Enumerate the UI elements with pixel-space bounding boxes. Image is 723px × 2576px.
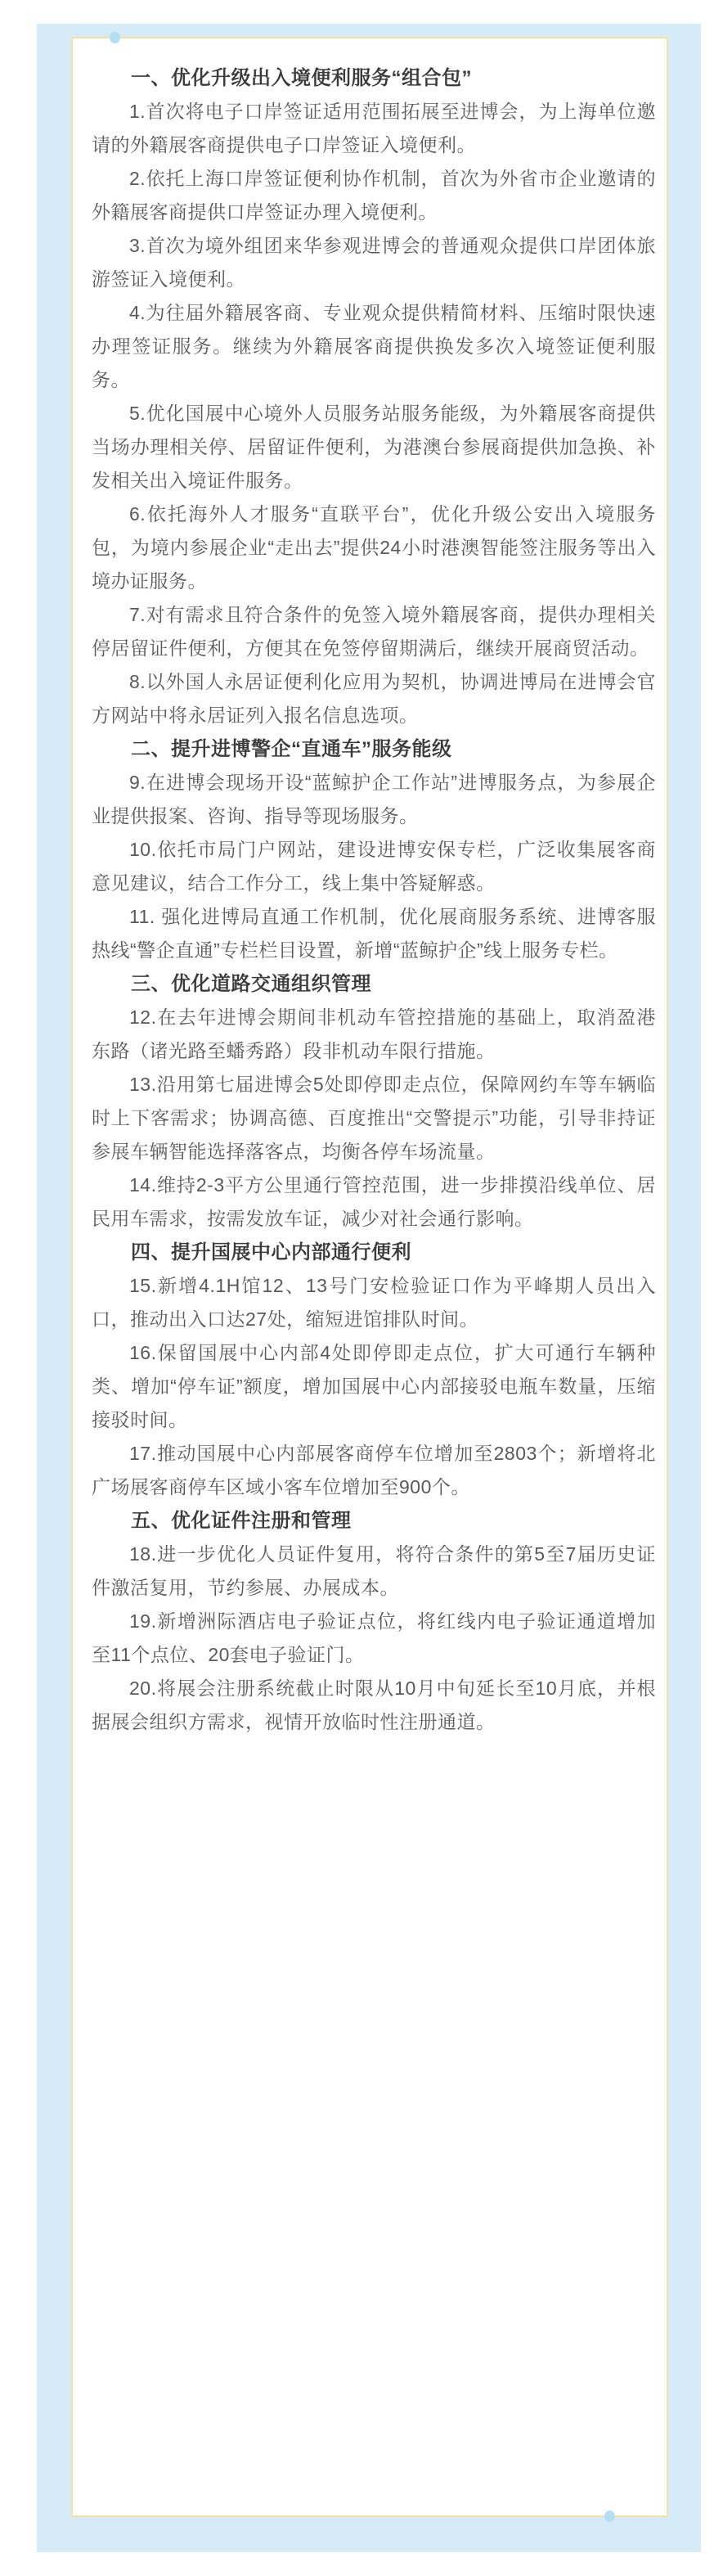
section-heading-5: 五、优化证件注册和管理 (131, 1510, 352, 1532)
decor-dot-top (110, 32, 120, 43)
paragraph-1: 1.首次将电子口岸签证适用范围拓展至进博会，为上海单位邀请的外籍展客商提供电子口岸签证入境便利。 (92, 101, 656, 155)
section-heading-4: 四、提升国展中心内部通行便利 (131, 1241, 411, 1263)
section-heading-1: 一、优化升级出入境便利服务“组合包” (131, 67, 472, 89)
paragraph-8: 8.以外国人永居证便利化应用为契机，协调进博局在进博会官方网站中将永居证列入报名信息选项。 (92, 671, 656, 726)
paragraph-4: 4.为往届外籍展客商、专业观众提供精简材料、压缩时限快速办理签证服务。继续为外籍展客商提供换发多次入境签证便利服务。 (92, 302, 656, 390)
paragraph-16: 16.保留国展中心内部4处即停即走点位，扩大可通行车辆种类、增加“停车证”额度，增加国展中心内部接驳电瓶车数量，压缩接驳时间。 (92, 1342, 656, 1430)
paragraph-15: 15.新增4.1H馆12、13号门安检验证口作为平峰期人员出入口，推动出入口达27处，缩短进馆排队时间。 (92, 1275, 656, 1330)
article-card (71, 37, 668, 2517)
decor-dot-bottom (604, 2511, 615, 2522)
article-content (73, 38, 667, 1739)
paragraph-19: 19.新增洲际酒店电子验证点位，将红线内电子验证通道增加至11个点位、20套电子验证门。 (92, 1610, 656, 1665)
paragraph-14: 14.维持2-3平方公里通行管控范围，进一步排摸沿线单位、居民用车需求，按需发放车证，减少对社会通行影响。 (92, 1174, 656, 1229)
paragraph-13: 13.沿用第七届进博会5处即停即走点位，保障网约车等车辆临时上下客需求；协调高德、百度推出“交警提示”功能，引导非持证参展车辆智能选择落客点，均衡各停车场流量。 (92, 1074, 656, 1162)
section-heading-3: 三、优化道路交通组织管理 (131, 973, 371, 995)
content-band (37, 24, 701, 2552)
paragraph-10: 10.依托市局门户网站，建设进博安保专栏，广泛收集展客商意见建议，结合工作分工，线上集中答疑解惑。 (92, 839, 656, 894)
paragraph-2: 2.依托上海口岸签证便利协作机制，首次为外省市企业邀请的外籍展客商提供口岸签证办理入境便利。 (92, 168, 656, 223)
paragraph-18: 18.进一步优化人员证件复用，将符合条件的第5至7届历史证件激活复用，节约参展、办展成本。 (92, 1543, 656, 1598)
paragraph-7: 7.对有需求且符合条件的免签入境外籍展客商，提供办理相关停居留证件便利，方便其在免签停留期满后，继续开展商贸活动。 (92, 604, 656, 659)
paragraph-17: 17.推动国展中心内部展客商停车位增加至2803个；新增将北广场展客商停车区域小客车位增加至900个。 (92, 1443, 656, 1497)
paragraph-12: 12.在去年进博会期间非机动车管控措施的基础上，取消盈港东路（诸光路至蟠秀路）段非机动车限行措施。 (92, 1007, 656, 1061)
paragraph-11: 11. 强化进博局直通工作机制，优化展商服务系统、进博客服热线“警企直通”专栏栏目设置，新增“蓝鲸护企”线上服务专栏。 (92, 906, 656, 961)
paragraph-5: 5.优化国展中心境外人员服务站服务能级，为外籍展客商提供当场办理相关停、居留证件便利，为港澳台参展商提供加急换、补发相关出入境证件服务。 (92, 403, 656, 491)
paragraph-3: 3.首次为境外组团来华参观进博会的普通观众提供口岸团体旅游签证入境便利。 (92, 235, 656, 290)
paragraph-6: 6.依托海外人才服务“直联平台”，优化升级公安出入境服务包，为境内参展企业“走出去”提供24小时港澳智能签注服务等出入境办证服务。 (92, 503, 656, 592)
paragraph-9: 9.在进博会现场开设“蓝鲸护企工作站”进博服务点，为参展企业提供报案、咨询、指导等现场服务。 (92, 772, 656, 826)
section-heading-2: 二、提升进博警企“直通车”服务能级 (131, 738, 452, 760)
paragraph-20: 20.将展会注册系统截止时限从10月中旬延长至10月底，并根据展会组织方需求，视情开放临时性注册通道。 (92, 1678, 656, 1732)
